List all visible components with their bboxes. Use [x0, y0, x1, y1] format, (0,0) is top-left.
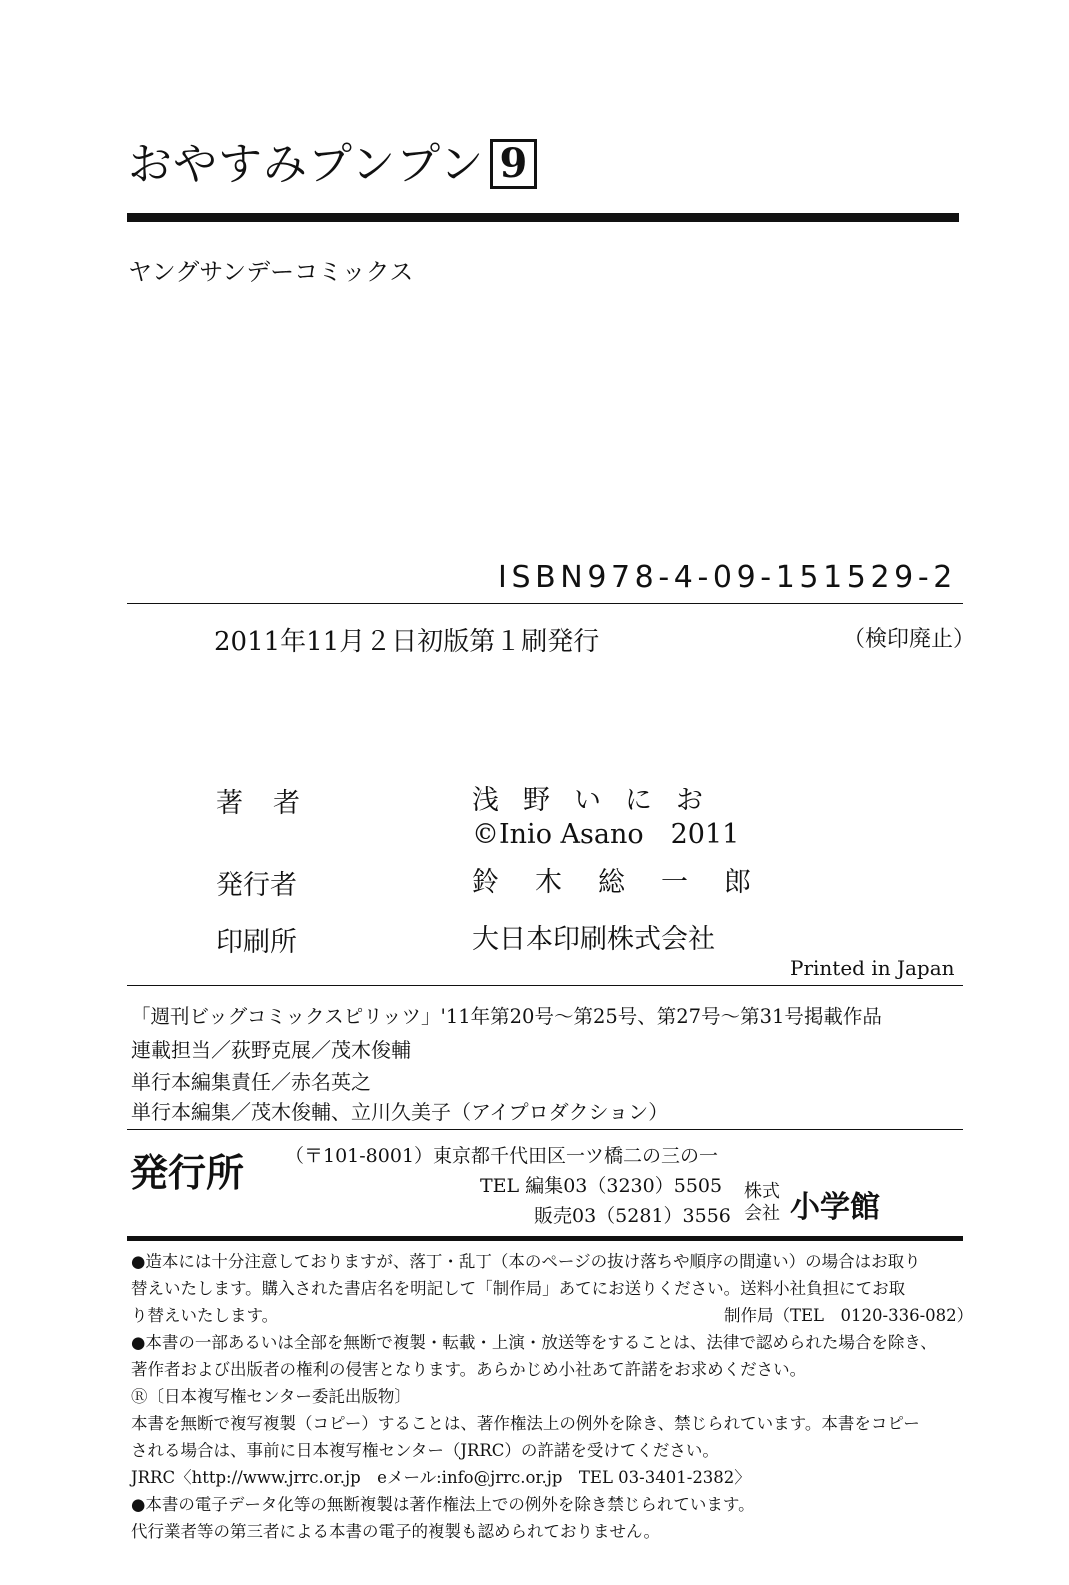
notice-line-12: 代行業者等の第三者による本書の電子的複製も認められておりません。 [131, 1522, 660, 1541]
notice-divider [127, 1236, 963, 1241]
notice-line-9: される場合は、事前に日本複写権センター（JRRC）の許諾を受けてください。 [131, 1441, 719, 1460]
notice-line-8: 本書を無断で複写複製（コピー）することは、著作権法上の例外を除き、禁じられています。本書をコピー [131, 1414, 920, 1433]
printed-in: Printed in Japan [790, 956, 955, 980]
copyright-line: ©Inio Asano 2011 [472, 819, 740, 850]
printer-label: 印刷所 [216, 927, 297, 958]
publisher-person-name: 鈴木総一郎 [472, 867, 787, 898]
author-label: 著者 [216, 788, 330, 819]
tel-sales: 販売03（5281）3556 [534, 1205, 731, 1227]
notice-line-5: ●本書の一部あるいは全部を無断で複製・転載・上演・放送等をすることは、法律で認められた場合を除き、 [131, 1333, 937, 1352]
notice-line-1: ●造本には十分注意しておりますが、落丁・乱丁（本のページの抜け落ちや順序の間違い）の場合はお取り [131, 1252, 921, 1271]
notice-line-11: ●本書の電子データ化等の無断複製は著作権法上での例外を除き禁じられています。 [131, 1495, 755, 1514]
publisher-heading: 発行所 [130, 1151, 245, 1195]
notice-line-3: り替えいたします。 [131, 1306, 279, 1325]
jrrc-contact: JRRC〈http://www.jrrc.or.jp eメール:info@jrrc.or.jp TEL 03-3401-2382〉 [131, 1468, 751, 1487]
publisher-person-label: 発行者 [216, 870, 297, 901]
isbn: ISBN978-4-09-151529-2 [498, 560, 957, 595]
book-title [128, 128, 537, 192]
publisher-name: 小学館 [790, 1190, 880, 1225]
jrrc-heading: Ⓡ〔日本複写権センター委託出版物〕 [131, 1387, 411, 1406]
volume-editor-credit: 単行本編集／茂木俊輔、立川久美子（アイプロダクション） [131, 1100, 669, 1124]
credits-rule [127, 985, 963, 986]
publisher-address: （〒101-8001）東京都千代田区一ツ橋二の三の一 [285, 1145, 719, 1167]
author-name: 浅野いにお [472, 785, 727, 816]
volume-number: 9 [490, 139, 537, 189]
serialization-credit: 「週刊ビッグコミックスピリッツ」'11年第20号〜第25号、第27号〜第31号掲載作品 [131, 1005, 882, 1028]
chief-editor-credit: 単行本編集責任／赤名英之 [131, 1070, 371, 1094]
title-divider [127, 213, 959, 222]
isbn-rule [127, 603, 963, 604]
production-contact: 制作局（TEL 0120-336-082） [724, 1306, 974, 1325]
notice-line-2: 替えいたします。購入された書店名を明記して「制作局」あてにお送りください。送料小社負担にてお取 [131, 1279, 906, 1298]
notice-line-6: 著作者および出版者の権利の侵害となります。あらかじめ小社あて許諾をお求めください。 [131, 1360, 807, 1379]
editor-credit: 連載担当／荻野克展／茂木俊輔 [131, 1038, 411, 1062]
corp-type-bottom: 会社 [744, 1203, 780, 1224]
seal-note: （検印廃止） [843, 627, 976, 652]
printer-name: 大日本印刷株式会社 [472, 924, 715, 955]
publisher-rule [127, 1129, 963, 1130]
corp-type-top: 株式 [744, 1181, 780, 1202]
tel-edit: TEL 編集03（3230）5505 [480, 1175, 723, 1197]
imprint-name: ヤングサンデーコミックス [128, 258, 414, 286]
first-edition-date: 2011年11月２日初版第１刷発行 [214, 627, 600, 657]
book-title-text: おやすみプンプン [128, 139, 485, 190]
